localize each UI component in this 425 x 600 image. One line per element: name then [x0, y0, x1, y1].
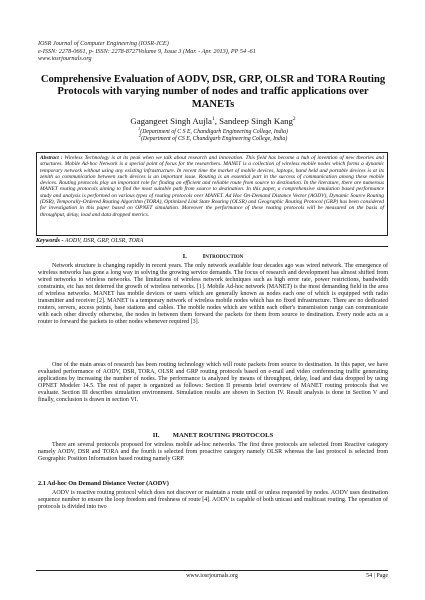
- abstract-text: Wireless Technology is at its peak when we talk about research and innovation. This field has become a hub of invention of new theories and structures. Mobile Ad-hoc Network is a special point of focus for the researchers. MANET is a collection of wireless mobile nodes which forms a dynamic temporary network without using any existing infrastructure. In recent time the market of mobile devices, laptops, hand held and portable devices is at its zenith so communication between such devices is an important issue. Routing is an essential part in the success of communication among these mobile devices. Routing protocols play an important role for finding an efficient and reliable route from source to destination. In the literature, there are numerous MANET routing protocols aiming to find the most suitable path from source to destination. In this paper, a comprehensive simulation based performance study and analysis is performed on various types of routing protocols over MANET. Ad Hoc On-Demand Distance Vector (AODV), Dynamic Source Routing (DSR), Temporally-Ordered Routing Algorithm (TORA), Optimized Link State Routing (OLSR) and Geographic Routing Protocol (GRP) has been considered for investigation in this paper based on OPNET simulation. Moreover the performance of these routing protocols will be measured on the basis of throughput, delay, load and data dropped metrics.: [40, 155, 384, 218]
- keywords-divider: [36, 246, 388, 247]
- section-1-paragraph-1: Network structure is changing rapidly in recent years. The only network available four decades ago was wired network. The emergence of wireless networks has gone a long way in solving the growing service demands. The focus of research and development has almost shifted from wired networks to wireless networks. The limitations of wireless network techniques such as high error rate, power restrictions, bandwidth constraints, etc has not deterred the growth of wireless networks. [1]. Mobile Ad-hoc network (MANET) is the most demanding field in the area of wireless networks. MANET has mobile devices or users which are generally known as nodes each one of which is equipped with radio transmitter and receiver [2]. MANET is a temporary network of wireless mobile nodes which has no fixed infrastructure. There are no dedicated routers, servers, access points, base stations and cables. The mobile nodes which are within each other's transmission range can communicate with each other directly otherwise, the nodes in between them forward the packets for them from source to destination. Every node acts as a router to forward the packets to other nodes whenever required [3].: [38, 263, 388, 326]
- affiliation-2-sup: 2: [138, 133, 141, 138]
- keywords-text: AODV, DSR, GRP, OLSR, TORA: [63, 238, 144, 244]
- section-2-heading: [38, 432, 388, 440]
- author-2-sup: 2: [292, 116, 296, 122]
- abstract-label: Abstract :: [40, 155, 63, 161]
- keywords-label: Keywords -: [36, 238, 64, 244]
- journal-name: IOSR Journal of Computer Engineering (IOSR-JCE): [38, 40, 169, 47]
- affiliation-1-sup: 1: [138, 126, 141, 131]
- journal-header: [38, 40, 388, 63]
- author-2: Sandeep Singh Kang: [219, 115, 293, 126]
- section-1-heading: [38, 253, 388, 261]
- section-1-number: I.: [182, 253, 187, 260]
- section-2-number: II.: [152, 432, 160, 439]
- abstract-box: [36, 152, 388, 236]
- author-separator: ,: [214, 115, 220, 126]
- section-1-paragraph-2: One of the main areas of research has been routing technology which will route packets from source to destination. In this paper, we have evaluated performance of AODV, DSR, TORA, OLSR and GRP routing protocols based on e-mail and video conferencing traffic generating applications by increasing the number of nodes. The performance is analyzed by means of throughput, delay, load and data dropped by using OPNET Modeler 14.5. The rest of paper is organized as follows: Section II presents brief overview of MANET routing protocols that we evaluate. Section III describes simulation environment. Simulation results are shown in Section IV. Result analysis is done in Section V and finally, conclusion is drawn in section VI.: [38, 362, 388, 404]
- affiliation-2: [38, 132, 388, 143]
- keywords: [36, 238, 388, 245]
- section-1-title: Introduction: [202, 253, 244, 260]
- affiliation-2-text: (Department of CS E, Chandigarh Engineering College, India): [141, 135, 288, 142]
- journal-website: www.iosrjournals.org: [38, 55, 92, 63]
- paper-title: Comprehensive Evaluation of AODV, DSR, GRP, OLSR and TORA Routing Protocols with varying number of nodes and traffic applications over MANETs: [40, 74, 386, 110]
- footer-divider: [36, 570, 388, 571]
- footer-website: www.iosrjournals.org: [186, 573, 238, 579]
- abstract: [40, 155, 384, 218]
- subsection-2-1-heading: 2.1 Ad-hoc On Demand Distance Vector (AODV): [38, 480, 169, 487]
- author-1: Gagangeet Singh Aujla: [130, 115, 212, 126]
- subsection-2-1-paragraph-1: AODV is reactive routing protocol which does not discover or maintain a route until or unless requested by nodes. AODV uses destination sequence number to ensure the loop freedom and freshness of route [4]. AODV is capable of both unicast and multicast routing. The operation of protocols is divided into two: [38, 490, 388, 511]
- journal-issn: e-ISSN: 2278-0661, p- ISSN: 2278-8727Volume 9, Issue 3 (Mar. - Apr. 2013), PP 54 -61: [38, 47, 256, 55]
- author-1-sup: 1: [211, 116, 215, 122]
- affiliation-1-text: (Department of C S E, Chandigarh Engineering College, India): [140, 128, 288, 135]
- footer-page-number: 54 | Page: [366, 573, 388, 579]
- section-2-title: MANET ROUTING PROTOCOLS: [172, 432, 274, 439]
- section-2-paragraph-1: There are several protocols proposed for wireless mobile ad-hoc networks. The first three protocols are selected from Reactive category namely AODV, DSR and TORA and the fourth is selected from proactive category namely OLSR whereas the last protocol is selected from Geographic Position Information based routing namely GRP.: [38, 442, 388, 463]
